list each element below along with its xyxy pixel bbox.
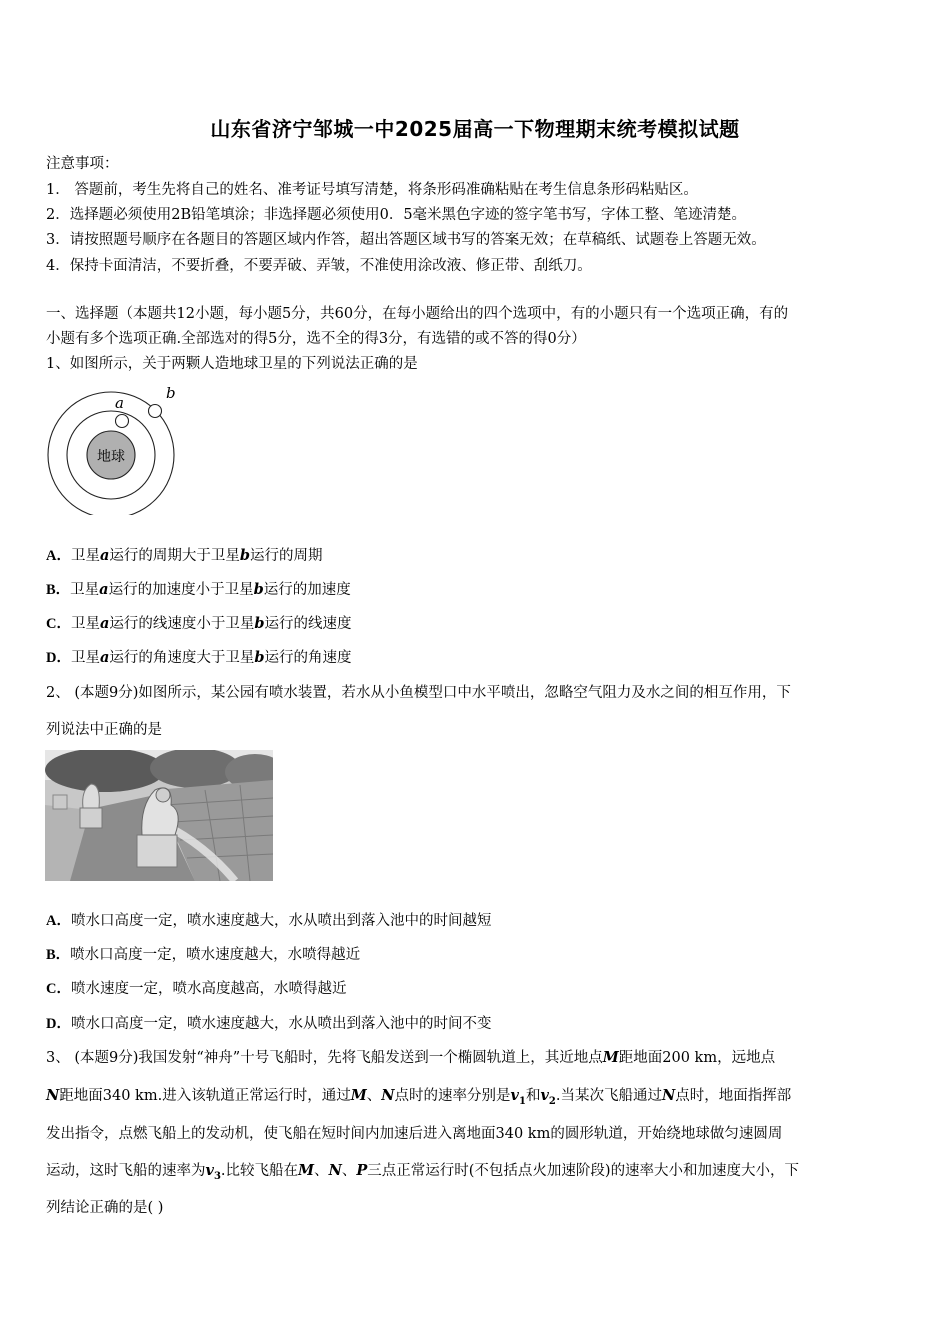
satellite-a-icon <box>116 415 129 428</box>
fountain-photo <box>45 750 273 881</box>
option-text: 运行的加速度小于卫星 <box>108 582 254 598</box>
text: 、 <box>341 1163 357 1179</box>
var-b: b <box>254 615 265 632</box>
q2-option-d <box>46 1012 491 1033</box>
satellite-orbit-diagram <box>45 380 185 515</box>
question-3-line: 发出指令，点燃飞船上的发动机，使飞船在短时间内加速后进入离地面340 km的圆形轨道，开始绕地球做匀速圆周 <box>46 1126 783 1142</box>
question-3-line <box>46 1084 791 1107</box>
var-v2: v <box>540 1087 549 1104</box>
text: 和 <box>525 1088 541 1104</box>
option-text: 卫星 <box>70 650 100 666</box>
option-label: B． <box>46 947 71 963</box>
satellite-b-icon <box>149 405 162 418</box>
subscript: 2 <box>548 1095 556 1107</box>
satellite-b-label: b <box>166 384 176 402</box>
q2-option-b <box>46 943 360 964</box>
var-a: a <box>99 649 110 666</box>
q1-option-c <box>46 612 352 633</box>
option-text: 喷水速度一定，喷水高度越高，水喷得越近 <box>70 981 347 997</box>
subscript: 3 <box>213 1170 221 1182</box>
q1-option-b <box>46 578 351 599</box>
var-n: N <box>46 1087 60 1104</box>
text: .当某次飞船通过 <box>555 1088 662 1104</box>
notice-heading: 注意事项： <box>46 156 119 172</box>
text: 距地面340 km.进入该轨道正常运行时，通过 <box>59 1088 351 1104</box>
option-text: 喷水口高度一定，喷水速度越大，水从喷出到落入池中的时间不变 <box>70 1016 492 1032</box>
notice-item: 2．选择题必须使用2B铅笔填涂；非选择题必须使用0．5毫米黑色字迹的签字笔书写，字体工整、笔迹清楚。 <box>46 207 747 223</box>
q1-option-a <box>46 544 323 565</box>
earth-label: 地球 <box>97 449 125 465</box>
option-label: C． <box>46 981 71 997</box>
var-n: N <box>381 1087 395 1104</box>
question-2-stem: 2、 (本题9分)如图所示，某公园有喷水装置，若水从小鱼模型口中水平喷出，忽略空气阻力及水之间的相互作用，下 <box>46 685 791 701</box>
text: 三点正常运行时(不包括点火加速阶段)的速率大小和加速度大小，下 <box>367 1163 800 1179</box>
question-3-line <box>46 1046 775 1067</box>
var-a: a <box>99 547 110 564</box>
notice-item: 4．保持卡面清洁，不要折叠，不要弄破、弄皱，不准使用涂改液、修正带、刮纸刀。 <box>46 258 592 274</box>
option-text: 运行的角速度大于卫星 <box>109 650 255 666</box>
var-n: N <box>661 1087 676 1104</box>
notice-item: 1． 答题前，考生先将自己的姓名、准考证号填写清楚，将条形码准确粘贴在考生信息条形码粘贴区。 <box>46 182 698 198</box>
text: 、 <box>314 1163 329 1179</box>
page-title: 山东省济宁邹城一中2025届高一下物理期末统考模拟试题 <box>210 117 740 141</box>
text: 、 <box>366 1088 382 1104</box>
var-m: M <box>602 1049 619 1066</box>
var-p: P <box>356 1162 368 1179</box>
var-b: b <box>254 649 265 666</box>
var-v1: v <box>510 1087 519 1104</box>
option-text: 运行的角速度 <box>264 650 352 666</box>
question-2-stem: 列说法中正确的是 <box>46 722 162 738</box>
notice-item: 3．请按照题号顺序在各题目的答题区域内作答，超出答题区域书写的答案无效；在草稿纸、试题卷上答题无效。 <box>46 232 766 248</box>
q2-option-c <box>46 977 346 998</box>
option-text: 运行的线速度 <box>264 616 352 632</box>
option-text: 运行的线速度小于卫星 <box>109 616 255 632</box>
section-instructions: 小题有多个选项正确.全部选对的得5分，选不全的得3分，有选错的或不答的得0分） <box>46 331 586 347</box>
var-a: a <box>99 615 110 632</box>
option-text: 运行的加速度 <box>263 582 351 598</box>
q2-option-a <box>46 909 491 930</box>
option-text: 运行的周期大于卫星 <box>109 548 240 564</box>
option-label: A． <box>46 913 71 929</box>
option-text: 喷水口高度一定，喷水速度越大，水喷得越近 <box>70 947 361 963</box>
subscript: 1 <box>518 1095 526 1107</box>
text: 3、 (本题9分)我国发射“神舟”十号飞船时，先将飞船发送到一个椭圆轨道上，其近地点 <box>46 1050 603 1066</box>
satellite-a-label: a <box>115 394 124 412</box>
question-3-line <box>46 1159 799 1182</box>
option-label: C． <box>46 616 71 632</box>
text: 运动，这时飞船的速率为 <box>46 1163 206 1179</box>
var-a: a <box>99 581 109 598</box>
text: 点时，地面指挥部 <box>675 1088 792 1104</box>
option-label: B． <box>46 582 71 598</box>
var-v3: v <box>205 1162 214 1179</box>
q1-option-d <box>46 646 352 667</box>
text: .比较飞船在 <box>220 1163 299 1179</box>
var-b: b <box>253 581 264 598</box>
var-n: N <box>328 1162 342 1179</box>
var-m: M <box>298 1162 315 1179</box>
option-label: D． <box>46 650 71 666</box>
option-text: 卫星 <box>70 582 100 598</box>
question-3-line: 列结论正确的是( ) <box>46 1200 164 1216</box>
question-1-stem: 1、如图所示，关于两颗人造地球卫星的下列说法正确的是 <box>46 356 418 372</box>
option-text: 卫星 <box>70 548 100 564</box>
var-m: M <box>350 1087 367 1104</box>
option-label: A． <box>46 548 71 564</box>
option-text: 喷水口高度一定，喷水速度越大，水从喷出到落入池中的时间越短 <box>70 913 492 929</box>
text: 距地面200 km，远地点 <box>618 1050 776 1066</box>
option-text: 运行的周期 <box>250 548 323 564</box>
option-label: D． <box>46 1016 71 1032</box>
option-text: 卫星 <box>70 616 100 632</box>
var-b: b <box>239 547 251 564</box>
section-instructions: 一、选择题（本题共12小题，每小题5分，共60分，在每小题给出的四个选项中，有的小题只有一个选项正确，有的 <box>46 306 789 322</box>
text: 点时的速率分别是 <box>394 1088 511 1104</box>
